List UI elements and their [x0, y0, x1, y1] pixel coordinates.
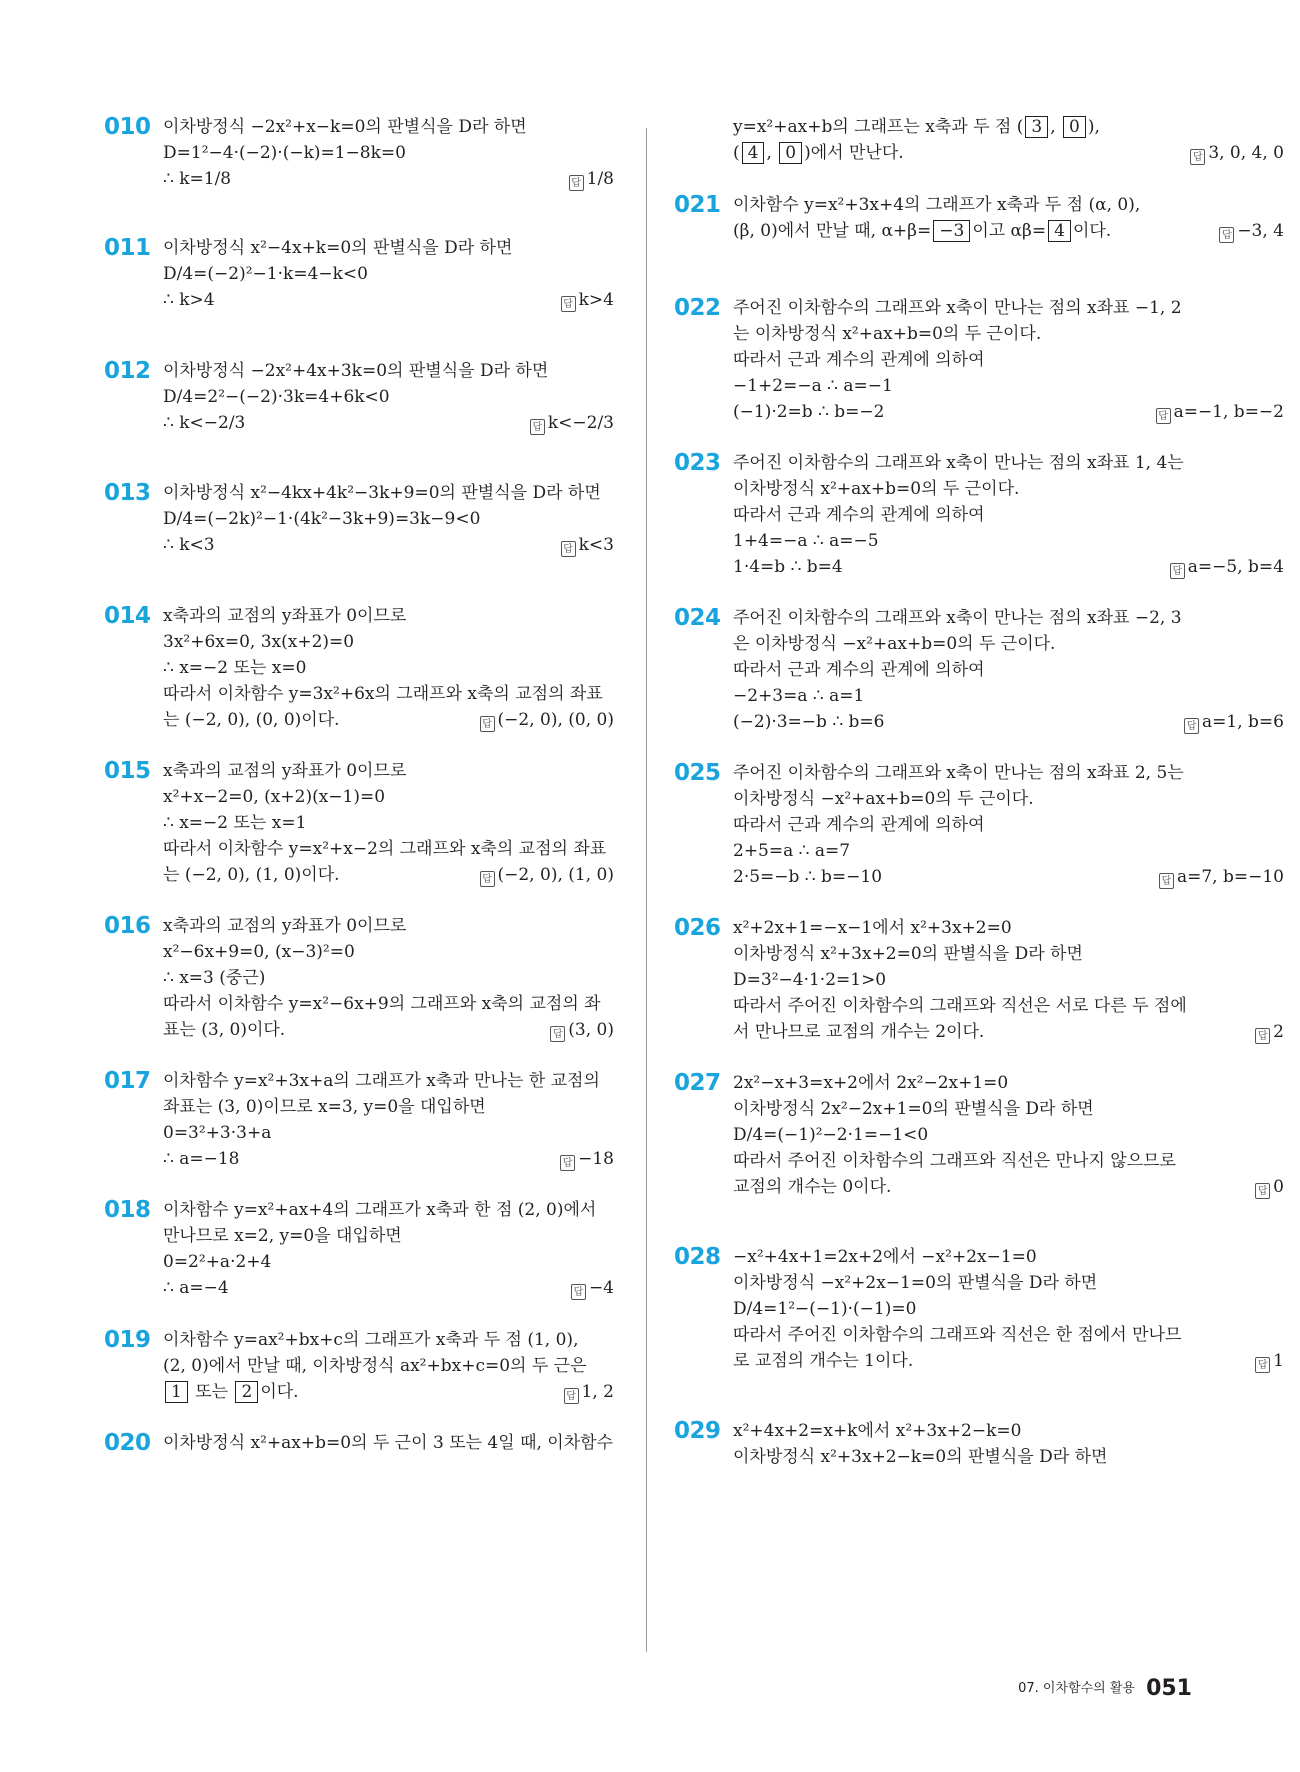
problem-number: 028: [674, 1244, 721, 1270]
answer: [1159, 863, 1284, 892]
solution-line: 2+5=a ∴ a=7: [733, 841, 851, 861]
answer-icon: 답: [1255, 1183, 1270, 1199]
answer-icon: 답: [530, 419, 545, 435]
chapter-title: 07. 이차함수의 활용: [1018, 1681, 1135, 1696]
solution-line: ∴ a=−18: [163, 1149, 240, 1169]
solution-line: 따라서 근과 계수의 관계에 의하여: [733, 350, 985, 370]
answer-text: k<−2/3: [547, 413, 614, 433]
solution-line: 이차방정식 −2x²+4x+3k=0의 판별식을 D라 하면: [163, 361, 549, 381]
answer: [1170, 553, 1284, 582]
answer-text: a=1, b=6: [1202, 712, 1284, 732]
answer-text: (−2, 0), (0, 0): [497, 710, 614, 730]
solution-line: 이차방정식 x²+ax+b=0의 두 근이다.: [733, 479, 1020, 499]
solution-line: (−2)·3=−b ∴ b=6: [733, 712, 885, 732]
solution-line: 좌표는 (3, 0)이므로 x=3, y=0을 대입하면: [163, 1097, 486, 1117]
solution-line: ∴ x=−2 또는 x=0: [163, 658, 307, 678]
solution-line: ∴ k<3: [163, 535, 215, 555]
answer: [561, 286, 614, 315]
answer: [480, 861, 614, 890]
solution-line: D/4=(−2)²−1·k=4−k<0: [163, 264, 368, 284]
solution-line: 0=3²+3·3+a: [163, 1123, 272, 1143]
answer-icon: 답: [480, 871, 495, 887]
answer-icon: 답: [1255, 1357, 1270, 1373]
problem-number: 025: [674, 760, 721, 786]
answer-text: −18: [578, 1149, 614, 1169]
problem-number: 021: [674, 192, 721, 218]
problem-number: 029: [674, 1418, 721, 1444]
answer: [480, 706, 614, 735]
solution-line: −2+3=a ∴ a=1: [733, 686, 865, 706]
solution-line: D/4=1²−(−1)·(−1)=0: [733, 1299, 917, 1319]
solution-line: 로 교점의 개수는 1이다.: [733, 1351, 914, 1371]
solution-line: 따라서 이차함수 y=x²−6x+9의 그래프와 x축의 교점의 좌: [163, 994, 601, 1014]
answer: [561, 531, 614, 560]
answer-blank-box: 0: [1063, 116, 1086, 138]
solution-line: 주어진 이차함수의 그래프와 x축이 만나는 점의 x좌표 −1, 2: [733, 298, 1182, 318]
solution-line: 이차방정식 −x²+2x−1=0의 판별식을 D라 하면: [733, 1273, 1098, 1293]
answer-blank-box: 4: [1048, 220, 1071, 242]
problem-number: 017: [104, 1068, 151, 1094]
solution-line: 이차방정식 x²−4x+k=0의 판별식을 D라 하면: [163, 238, 513, 258]
solution-line: D=1²−4·(−2)·(−k)=1−8k=0: [163, 143, 406, 163]
answer-icon: 답: [569, 175, 584, 191]
answer-icon: 답: [1190, 149, 1205, 165]
solution-line: 는 (−2, 0), (1, 0)이다.: [163, 865, 340, 885]
column-divider: [646, 128, 647, 1652]
answer-text: (3, 0): [568, 1020, 614, 1040]
solution-line: 이차함수 y=ax²+bx+c의 그래프가 x축과 두 점 (1, 0),: [163, 1330, 579, 1350]
answer-text: k>4: [578, 290, 614, 310]
solution-line: 이차함수 y=x²+ax+4의 그래프가 x축과 한 점 (2, 0)에서: [163, 1200, 597, 1220]
solution-line: 는 이차방정식 x²+ax+b=0의 두 근이다.: [733, 324, 1042, 344]
solution-line: 따라서 이차함수 y=x²+x−2의 그래프와 x축의 교점의 좌표: [163, 839, 607, 859]
solution-line: 이차함수 y=x²+3x+a의 그래프가 x축과 만나는 한 교점의: [163, 1071, 600, 1091]
problem-number: 016: [104, 913, 151, 939]
answer: [1184, 708, 1284, 737]
solution-line: 1+4=−a ∴ a=−5: [733, 531, 879, 551]
answer: [560, 1145, 614, 1174]
problem-number: 024: [674, 605, 721, 631]
problem-number: 012: [104, 358, 151, 384]
answer-text: 1/8: [586, 169, 614, 189]
solution-line: 이차방정식 x²−4kx+4k²−3k+9=0의 판별식을 D라 하면: [163, 483, 601, 503]
answer-text: 2: [1273, 1022, 1284, 1042]
solution-line: 표는 (3, 0)이다.: [163, 1020, 286, 1040]
solution-line: 이차함수 y=x²+3x+4의 그래프가 x축과 두 점 (α, 0),: [733, 195, 1141, 215]
answer-text: k<3: [578, 535, 614, 555]
solution-line: x²−6x+9=0, (x−3)²=0: [163, 942, 355, 962]
solution-line: 1 또는 2 이다.: [163, 1378, 299, 1407]
answer: [564, 1378, 614, 1407]
answer-icon: 답: [1156, 408, 1171, 424]
answer-icon: 답: [564, 1388, 579, 1404]
solution-line: 이차방정식 −2x²+x−k=0의 판별식을 D라 하면: [163, 117, 527, 137]
answer-icon: 답: [571, 1284, 586, 1300]
solution-line: 이차방정식 x²+ax+b=0의 두 근이 3 또는 4일 때, 이차함수: [163, 1433, 613, 1453]
solution-line: D/4=(−1)²−2·1=−1<0: [733, 1125, 929, 1145]
solution-line: 교점의 개수는 0이다.: [733, 1177, 892, 1197]
answer: [530, 409, 614, 438]
answer-blank-box: 3: [1025, 116, 1048, 138]
problem-number: 011: [104, 235, 151, 261]
answer: [569, 165, 614, 194]
answer-icon: 답: [1170, 563, 1185, 579]
solution-line: 이차방정식 x²+3x+2−k=0의 판별식을 D라 하면: [733, 1447, 1108, 1467]
solution-line: ∴ k=1/8: [163, 169, 232, 189]
solution-line: D/4=(−2k)²−1·(4k²−3k+9)=3k−9<0: [163, 509, 481, 529]
solution-line: −1+2=−a ∴ a=−1: [733, 376, 893, 396]
solution-line: 서 만나므로 교점의 개수는 2이다.: [733, 1022, 985, 1042]
solution-line: 따라서 근과 계수의 관계에 의하여: [733, 660, 985, 680]
solution-line: 2x²−x+3=x+2에서 2x²−2x+1=0: [733, 1073, 1009, 1093]
solution-line: D/4=2²−(−2)·3k=4+6k<0: [163, 387, 390, 407]
problem-number: 014: [104, 603, 151, 629]
answer-icon: 답: [1255, 1028, 1270, 1044]
solution-line: 1·4=b ∴ b=4: [733, 557, 843, 577]
answer-icon: 답: [561, 296, 576, 312]
solution-line: 따라서 근과 계수의 관계에 의하여: [733, 815, 985, 835]
answer-blank-box: 4: [742, 142, 765, 164]
solution-line: y=x²+ax+b의 그래프는 x축과 두 점 ( 3 , 0 ),: [733, 117, 1100, 137]
solution-line: 2·5=−b ∴ b=−10: [733, 867, 883, 887]
answer-blank-box: 0: [779, 142, 802, 164]
solution-line: 따라서 주어진 이차함수의 그래프와 직선은 만나지 않으므로: [733, 1151, 1176, 1171]
solution-line: ∴ k<−2/3: [163, 413, 246, 433]
answer-text: 1: [1273, 1351, 1284, 1371]
solution-line: 만나므로 x=2, y=0을 대입하면: [163, 1226, 402, 1246]
solution-line: 이차방정식 −x²+ax+b=0의 두 근이다.: [733, 789, 1034, 809]
solution-line: x축과의 교점의 y좌표가 0이므로: [163, 761, 407, 781]
solution-line: 따라서 주어진 이차함수의 그래프와 직선은 한 점에서 만나므: [733, 1325, 1182, 1345]
solution-line: D=3²−4·1·2=1>0: [733, 970, 887, 990]
answer-blank-box: 2: [235, 1381, 258, 1403]
page-number: 051: [1146, 1676, 1192, 1701]
solution-line: (−1)·2=b ∴ b=−2: [733, 402, 885, 422]
solution-line: −x²+4x+1=2x+2에서 −x²+2x−1=0: [733, 1247, 1037, 1267]
answer-text: (−2, 0), (1, 0): [497, 865, 614, 885]
answer-text: −4: [588, 1278, 614, 1298]
answer-icon: 답: [561, 541, 576, 557]
solution-line: x²+2x+1=−x−1에서 x²+3x+2=0: [733, 918, 1012, 938]
solution-line: 따라서 주어진 이차함수의 그래프와 직선은 서로 다른 두 점에: [733, 996, 1187, 1016]
problem-number: 010: [104, 114, 151, 140]
answer-text: 3, 0, 4, 0: [1208, 143, 1284, 163]
solution-line: ∴ a=−4: [163, 1278, 229, 1298]
answer: [1219, 217, 1284, 246]
page-footer: [1018, 1676, 1192, 1701]
problem-number: 019: [104, 1327, 151, 1353]
solution-line: 3x²+6x=0, 3x(x+2)=0: [163, 632, 355, 652]
problem-number: 022: [674, 295, 721, 321]
solution-line: 따라서 이차함수 y=3x²+6x의 그래프와 x축의 교점의 좌표: [163, 684, 603, 704]
solution-line: 따라서 근과 계수의 관계에 의하여: [733, 505, 985, 525]
solution-line: x축과의 교점의 y좌표가 0이므로: [163, 606, 407, 626]
solution-line: (2, 0)에서 만날 때, 이차방정식 ax²+bx+c=0의 두 근은: [163, 1356, 587, 1376]
problem-number: 018: [104, 1197, 151, 1223]
answer-icon: 답: [560, 1155, 575, 1171]
answer: [1255, 1173, 1284, 1202]
solution-line: 주어진 이차함수의 그래프와 x축이 만나는 점의 x좌표 2, 5는: [733, 763, 1184, 783]
problem-number: 023: [674, 450, 721, 476]
solution-line: x²+4x+2=x+k에서 x²+3x+2−k=0: [733, 1421, 1022, 1441]
answer: [1156, 398, 1284, 427]
solution-line: (β, 0)에서 만날 때, α+β= −3 이고 αβ= 4 이다.: [733, 221, 1112, 241]
solution-line: 는 (−2, 0), (0, 0)이다.: [163, 710, 340, 730]
answer: [550, 1016, 614, 1045]
solution-line: 은 이차방정식 −x²+ax+b=0의 두 근이다.: [733, 634, 1056, 654]
answer-text: a=−5, b=4: [1187, 557, 1284, 577]
answer-icon: 답: [480, 716, 495, 732]
solution-line: ∴ x=−2 또는 x=1: [163, 813, 307, 833]
answer-text: −3, 4: [1237, 221, 1284, 241]
answer-text: 0: [1273, 1177, 1284, 1197]
problem-number: 020: [104, 1430, 151, 1456]
solution-line: 주어진 이차함수의 그래프와 x축이 만나는 점의 x좌표 1, 4는: [733, 453, 1184, 473]
answer-text: a=−1, b=−2: [1173, 402, 1284, 422]
solution-line: ( 4 , 0 )에서 만난다.: [733, 143, 904, 163]
answer-icon: 답: [1219, 227, 1234, 243]
solution-line: x축과의 교점의 y좌표가 0이므로: [163, 916, 407, 936]
answer-text: 1, 2: [581, 1382, 614, 1402]
answer-icon: 답: [1184, 718, 1199, 734]
problem-number: 027: [674, 1070, 721, 1096]
answer-text: a=7, b=−10: [1176, 867, 1284, 887]
solution-line: ∴ x=3 (중근): [163, 968, 266, 988]
answer-icon: 답: [1159, 873, 1174, 889]
solution-line: ∴ k>4: [163, 290, 215, 310]
answer-icon: 답: [550, 1026, 565, 1042]
answer: [571, 1274, 614, 1303]
solution-line: 이차방정식 x²+3x+2=0의 판별식을 D라 하면: [733, 944, 1083, 964]
answer-blank-box: 1: [165, 1381, 188, 1403]
solution-line: x²+x−2=0, (x+2)(x−1)=0: [163, 787, 386, 807]
problem-number: 013: [104, 480, 151, 506]
answer: [1255, 1018, 1284, 1047]
solution-line: 0=2²+a·2+4: [163, 1252, 272, 1272]
answer: [1190, 139, 1284, 168]
solution-line: 이차방정식 2x²−2x+1=0의 판별식을 D라 하면: [733, 1099, 1094, 1119]
solution-line: 주어진 이차함수의 그래프와 x축이 만나는 점의 x좌표 −2, 3: [733, 608, 1182, 628]
problem-number: 015: [104, 758, 151, 784]
answer-blank-box: −3: [933, 220, 970, 242]
answer: [1255, 1347, 1284, 1376]
problem-number: 026: [674, 915, 721, 941]
